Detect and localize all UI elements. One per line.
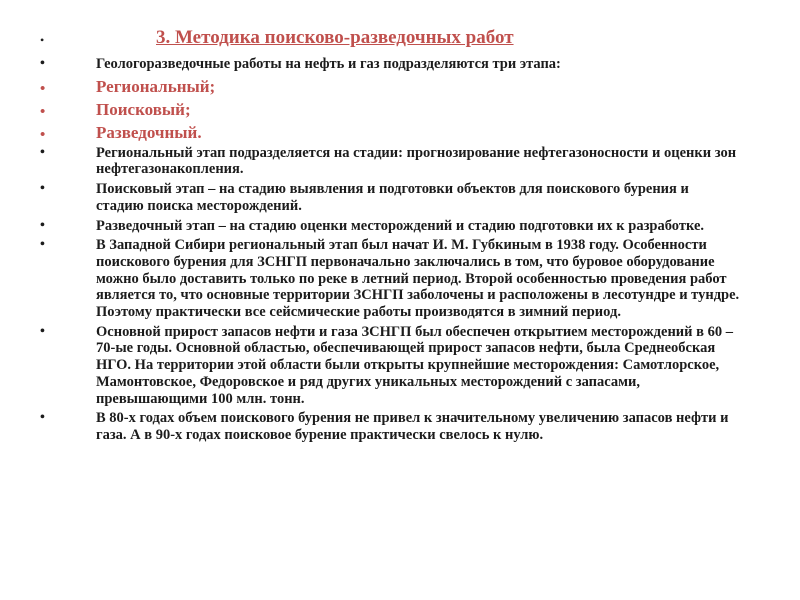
- list-item-paragraph: [40, 181, 740, 214]
- bullet-dot: •: [40, 217, 45, 233]
- list-item-paragraph: [40, 410, 740, 443]
- paragraph-text: Региональный этап подразделяется на стадии: прогнозирование нефтегазоносности и оценки зон нефтегазонакопления.: [96, 144, 737, 178]
- list-item-paragraph: [40, 237, 740, 321]
- paragraph-text: В 80-х годах объем поискового бурения не привел к значительному увеличению запасов нефти и газа. А в 90-х годах поисковое бурение практически свелось к нулю.: [96, 410, 729, 443]
- title-bullet: •: [40, 33, 45, 47]
- stage-text: Региональный;: [96, 76, 216, 96]
- bullet-dot: •: [40, 144, 45, 160]
- list-item-paragraph: [40, 324, 740, 408]
- paragraph-text: Основной прирост запасов нефти и газа ЗСНГП был обеспечен открытием месторождений в 60 – 70-ые годы. Основной областью, обеспечивающей прирост запасов нефти, была Среднеобская НГО. На территории этой области были открыты крупнейшие месторождения: Самотлорское, Мамонтовское, Федоровское и ряд других уникальных месторождений с запасами, превышающими 100 млн. тонн.: [96, 323, 733, 407]
- stage-text: Разведочный.: [96, 122, 202, 142]
- intro-text: Геологоразведочные работы на нефть и газ подразделяются три этапа:: [96, 56, 561, 72]
- bullet-list: [40, 56, 740, 447]
- bullet-dot: •: [40, 181, 45, 197]
- bullet-dot: •: [40, 126, 46, 143]
- paragraph-text: Разведочный этап – на стадию оценки месторождений и стадию подготовки их к разработке.: [96, 217, 705, 234]
- list-item-paragraph: [40, 145, 740, 178]
- title-row: [40, 27, 760, 53]
- bullet-dot: •: [40, 410, 45, 426]
- bullet-dot: •: [40, 80, 46, 97]
- list-item-stage-regional: [40, 76, 740, 98]
- bullet-dot: •: [40, 56, 45, 71]
- bullet-dot: •: [40, 103, 46, 120]
- bullet-dot: •: [40, 323, 45, 339]
- list-item-stage-exploration: [40, 122, 740, 144]
- list-item-intro: [40, 56, 740, 73]
- paragraph-text: Поисковый этап – на стадию выявления и подготовки объектов для поискового бурения и стадию поиска месторождений.: [96, 181, 689, 214]
- stage-text: Поисковый;: [96, 99, 191, 119]
- list-item-stage-search: [40, 99, 740, 121]
- list-item-paragraph: [40, 218, 740, 235]
- paragraph-text: В Западной Сибири региональный этап был начат И. М. Губкиным в 1938 году. Особенности поискового бурения для ЗСНГП первоначально заключались в том, что буровое оборудование можно было доставить только по реке в летний период. Второй особенностью проведения работ является то, что основные территории ЗСНГП заболочены и расположены в лесотундре и тундре. Поэтому практически все сейсмические работы производятся в зимний период.: [96, 237, 740, 321]
- bullet-dot: •: [40, 237, 45, 253]
- slide-title: 3. Методика поисково-разведочных работ: [156, 27, 514, 48]
